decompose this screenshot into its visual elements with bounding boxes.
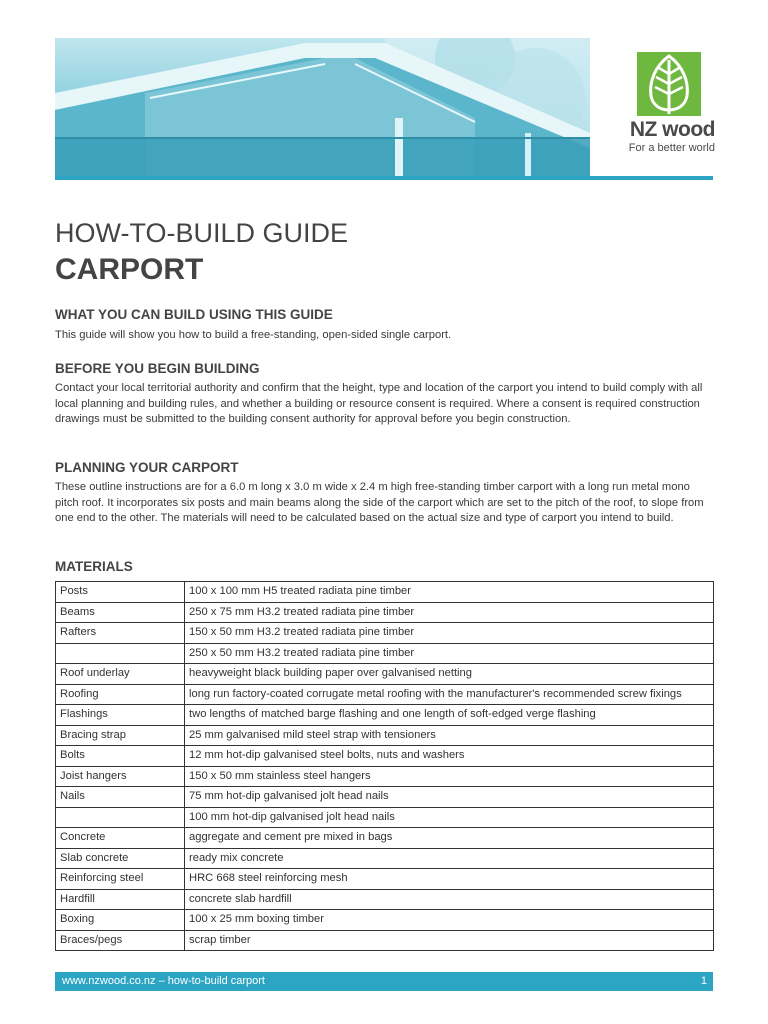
table-row (56, 643, 714, 664)
table-row (56, 705, 714, 726)
table-row (56, 889, 714, 910)
footer-website-link[interactable]: www.nzwood.co.nz – how-to-build carport (62, 975, 265, 987)
section-heading-what-you-can-build: WHAT YOU CAN BUILD USING THIS GUIDE (55, 307, 333, 322)
footer-bar (55, 972, 713, 991)
table-row (56, 930, 714, 951)
section-heading-planning: PLANNING YOUR CARPORT (55, 460, 239, 475)
material-description: 250 x 50 mm H3.2 treated radiata pine timber (185, 643, 714, 664)
material-item: Bracing strap (56, 725, 185, 746)
material-item: Hardfill (56, 889, 185, 910)
material-item: Braces/pegs (56, 930, 185, 951)
material-item: Boxing (56, 910, 185, 931)
material-description: scrap timber (185, 930, 714, 951)
table-row (56, 582, 714, 603)
nz-wood-logo (623, 50, 715, 162)
carport-photo (55, 38, 590, 176)
material-item (56, 807, 185, 828)
table-row (56, 623, 714, 644)
table-row (56, 807, 714, 828)
material-item: Bolts (56, 746, 185, 767)
table-row (56, 848, 714, 869)
section-body-before-you-begin: Contact your local territorial authority and confirm that the height, type and location of the carport you intend to build comply with all local planning and building rules, and whether a building or resource consent is required. Where a consent is required construction drawings must be submitted to the building consent authority for approval before you begin construction. (55, 382, 703, 426)
material-description: 100 x 25 mm boxing timber (185, 910, 714, 931)
materials-table (55, 581, 714, 951)
material-description: 12 mm hot-dip galvanised steel bolts, nuts and washers (185, 746, 714, 767)
material-item: Roofing (56, 684, 185, 705)
material-item: Reinforcing steel (56, 869, 185, 890)
material-item: Roof underlay (56, 664, 185, 685)
material-item (56, 643, 185, 664)
page-number: 1 (700, 975, 707, 987)
material-description: two lengths of matched barge flashing and one length of soft-edged verge flashing (185, 705, 714, 726)
material-description: ready mix concrete (185, 848, 714, 869)
materials-heading: MATERIALS (55, 559, 133, 574)
table-row (56, 766, 714, 787)
section-heading-before-you-begin: BEFORE YOU BEGIN BUILDING (55, 361, 260, 376)
material-item: Flashings (56, 705, 185, 726)
table-row (56, 602, 714, 623)
material-description: concrete slab hardfill (185, 889, 714, 910)
material-item: Nails (56, 787, 185, 808)
section-body-what-you-can-build: This guide will show you how to build a free-standing, open-sided single carport. (55, 329, 452, 341)
table-row (56, 725, 714, 746)
table-row (56, 664, 714, 685)
material-description: 250 x 75 mm H3.2 treated radiata pine timber (185, 602, 714, 623)
guide-label: HOW-TO-BUILD GUIDE (55, 218, 349, 248)
page-title: CARPORT (55, 253, 204, 286)
table-row (56, 787, 714, 808)
material-description: 25 mm galvanised mild steel strap with tensioners (185, 725, 714, 746)
material-description: 100 x 100 mm H5 treated radiata pine timber (185, 582, 714, 603)
table-row (56, 869, 714, 890)
table-row (56, 828, 714, 849)
material-description: heavyweight black building paper over galvanised netting (185, 664, 714, 685)
material-item: Joist hangers (56, 766, 185, 787)
table-row (56, 910, 714, 931)
tree-icon (637, 52, 701, 116)
material-description: 100 mm hot-dip galvanised jolt head nails (185, 807, 714, 828)
material-description: HRC 668 steel reinforcing mesh (185, 869, 714, 890)
material-item: Slab concrete (56, 848, 185, 869)
material-item: Rafters (56, 623, 185, 644)
material-description: long run factory-coated corrugate metal roofing with the manufacturer's recommended screw fixings (185, 684, 714, 705)
table-row (56, 746, 714, 767)
header-divider (55, 176, 713, 180)
material-item: Posts (56, 582, 185, 603)
header-banner-image (55, 38, 590, 176)
logo-wordmark: NZ wood (629, 118, 715, 141)
material-item: Beams (56, 602, 185, 623)
logo-tagline: For a better world (628, 142, 715, 154)
material-description: 150 x 50 mm stainless steel hangers (185, 766, 714, 787)
material-description: 75 mm hot-dip galvanised jolt head nails (185, 787, 714, 808)
material-description: aggregate and cement pre mixed in bags (185, 828, 714, 849)
section-body-planning: These outline instructions are for a 6.0 m long x 3.0 m wide x 2.4 m high free-standing timber carport with a long run metal mono pitch roof. It incorporates six posts and main beams along the side of the carport which are set to the pitch of the roof, to slope from one end to the other. The materials will need to be calculated based on the actual size and type of carport you intend to build. (55, 481, 704, 525)
material-item: Concrete (56, 828, 185, 849)
table-row (56, 684, 714, 705)
material-description: 150 x 50 mm H3.2 treated radiata pine timber (185, 623, 714, 644)
